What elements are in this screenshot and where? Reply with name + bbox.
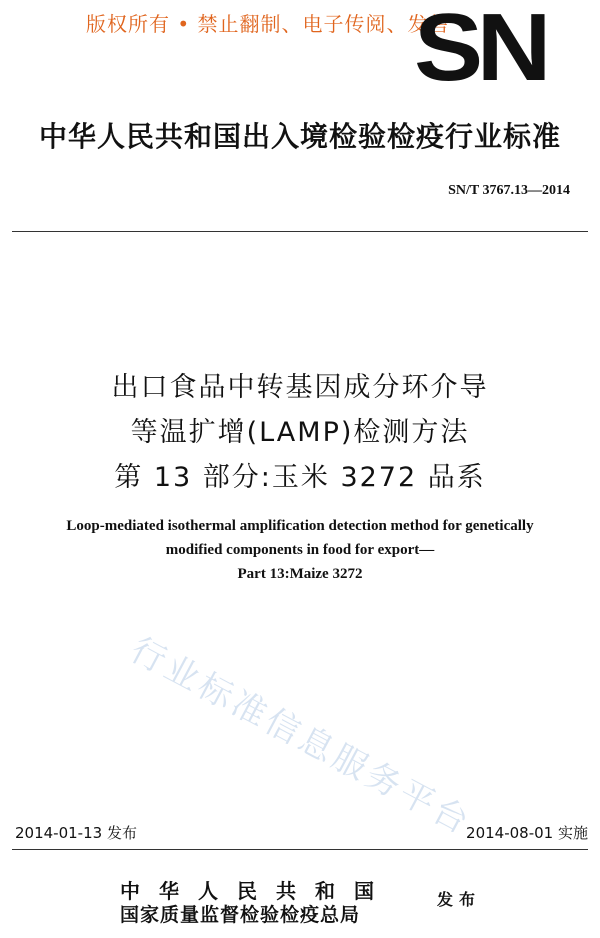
copyright-notice: 版权所有 • 禁止翻制、电子传阅、发售 — [86, 12, 450, 36]
issue-date: 2014-01-13 发布 — [15, 824, 137, 842]
sn-logo — [414, 0, 554, 101]
title-cn-line3: 第 13 部分:玉米 3272 品系 — [114, 462, 486, 493]
title-en-line3: Part 13:Maize 3272 — [237, 566, 363, 582]
issuer-line2: 国家质量监督检验检疫总局 — [120, 904, 361, 926]
title-cn-line1: 出口食品中转基因成分环介导 — [111, 372, 489, 403]
title-en-line2: modified components in food for export— — [165, 542, 435, 558]
publish-label: 发布 — [437, 890, 482, 909]
title-en-line1: Loop-mediated isothermal amplification detection method for genetically — [66, 518, 534, 534]
footer-divider — [12, 849, 588, 850]
issuer-line1: 中华人民共和国 — [120, 879, 393, 903]
standard-code: SN/T 3767.13—2014 — [448, 183, 570, 198]
title-cn-line2: 等温扩增(LAMP)检测方法 — [130, 417, 470, 448]
watermark: 行业标准信息服务平台 — [123, 629, 479, 844]
implement-date: 2014-08-01 实施 — [466, 824, 588, 842]
sn-logo-text: SN — [414, 0, 546, 101]
header-divider — [12, 231, 588, 232]
standard-category: 中华人民共和国出入境检验检疫行业标准 — [38, 120, 561, 153]
